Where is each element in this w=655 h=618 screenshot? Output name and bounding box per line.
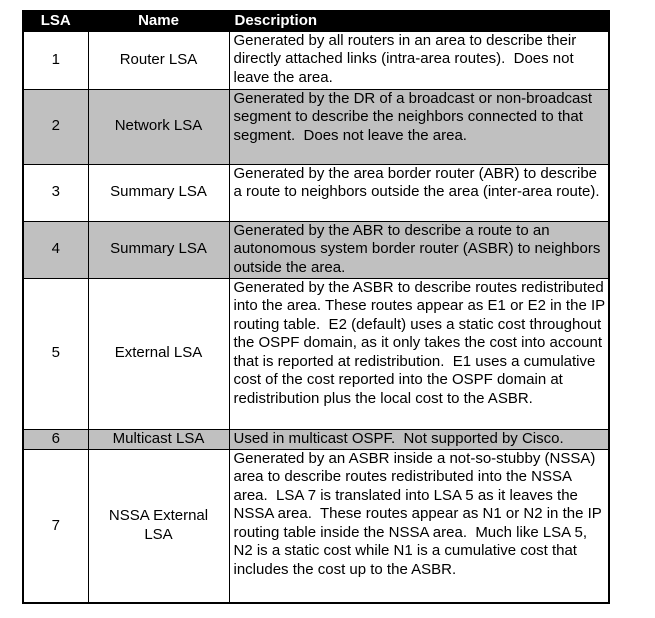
header-row (23, 11, 609, 31)
lsa-description-cell: Generated by the area border router (ABR) to describe a route to neighbors outside the area (inter-area route). (229, 164, 609, 221)
table-row-1 (23, 31, 609, 89)
lsa-number-cell: 7 (23, 449, 88, 603)
lsa-number-cell: 6 (23, 429, 88, 449)
column-header-lsa: LSA (23, 11, 88, 31)
lsa-name-cell: Summary LSA (88, 164, 229, 221)
table-row-6 (23, 429, 609, 449)
lsa-number-cell: 3 (23, 164, 88, 221)
table-body (23, 31, 609, 603)
lsa-name-cell: NSSA External LSA (88, 449, 229, 603)
lsa-name-cell: Multicast LSA (88, 429, 229, 449)
table-header (23, 11, 609, 31)
column-header-name: Name (88, 11, 229, 31)
lsa-description-cell: Used in multicast OSPF. Not supported by Cisco. (229, 429, 609, 449)
lsa-name-cell: External LSA (88, 278, 229, 429)
lsa-description-cell: Generated by the ASBR to describe routes redistributed into the area. These routes appear as E1 or E2 in the IP routing table. E2 (default) uses a static cost throughout the OSPF domain, as it only takes the cost into account that is reported at redistribution. E1 uses a cumulative cost of the cost reported into the OSPF domain at redistribution plus the local cost to the ASBR. (229, 278, 609, 429)
lsa-name-cell: Summary LSA (88, 221, 229, 278)
lsa-description-cell: Generated by all routers in an area to describe their directly attached links (intra-area routes). Does not leave the area. (229, 31, 609, 89)
lsa-description-cell: Generated by the ABR to describe a route to an autonomous system border router (ASBR) to neighbors outside the area. (229, 221, 609, 278)
table-row-7 (23, 449, 609, 603)
table-row-2 (23, 89, 609, 164)
lsa-name-cell: Router LSA (88, 31, 229, 89)
lsa-number-cell: 5 (23, 278, 88, 429)
lsa-number-cell: 4 (23, 221, 88, 278)
lsa-number-cell: 1 (23, 31, 88, 89)
lsa-description-cell: Generated by the DR of a broadcast or non-broadcast segment to describe the neighbors connected to that segment. Does not leave the area. (229, 89, 609, 164)
lsa-number-cell: 2 (23, 89, 88, 164)
lsa-name-cell: Network LSA (88, 89, 229, 164)
table-row-3 (23, 164, 609, 221)
column-header-description: Description (229, 11, 609, 31)
table-row-4 (23, 221, 609, 278)
lsa-types-table (22, 10, 610, 604)
lsa-description-cell: Generated by an ASBR inside a not-so-stubby (NSSA) area to describe routes redistributed into the NSSA area. LSA 7 is translated into LSA 5 as it leaves the NSSA area. These routes appear as N1 or N2 in the IP routing table inside the NSSA area. Much like LSA 5, N2 is a static cost while N1 is a cumulative cost that includes the cost up to the ASBR. (229, 449, 609, 603)
table-row-5 (23, 278, 609, 429)
